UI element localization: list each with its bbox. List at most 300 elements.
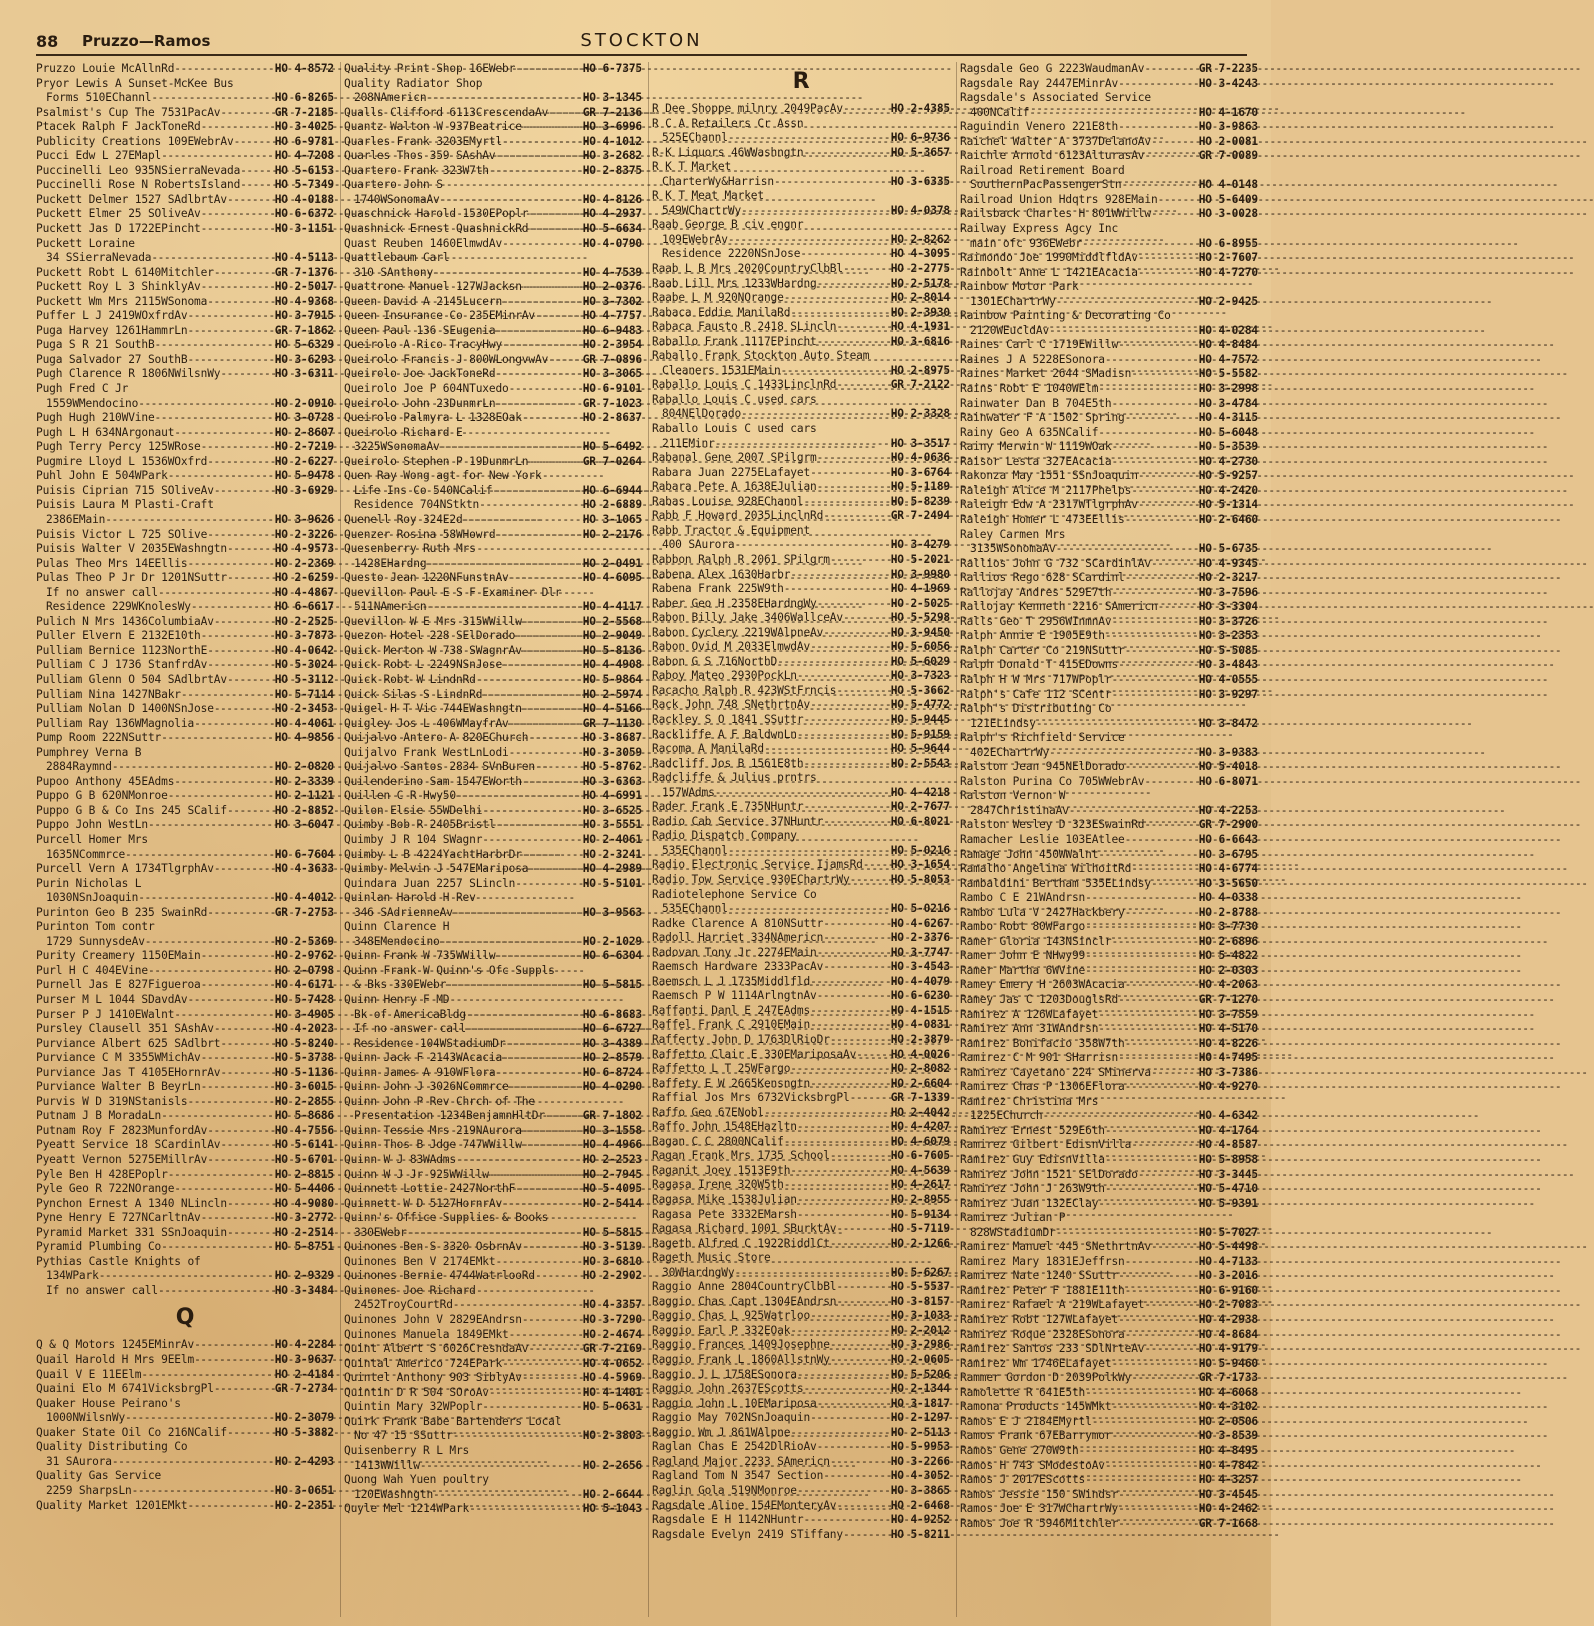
leader-dashes xyxy=(797,1368,890,1383)
listing-entry xyxy=(344,1313,642,1328)
leader-dashes xyxy=(823,931,889,946)
listing-name: Purity Creamery 1150EMain xyxy=(36,949,201,963)
listing-name: Puckett Robt L 6140Mitchler xyxy=(36,265,214,279)
listing-entry xyxy=(344,149,642,164)
leader-dashes xyxy=(1118,120,1198,135)
leader-dashes xyxy=(207,906,273,921)
listing-name: Puckett Wm Mrs 2115WSonoma xyxy=(36,294,208,308)
listing-name: Ramirez Mary 1831EJeffrsn xyxy=(960,1254,1125,1268)
listing-name: 2452TroyCourtRd xyxy=(354,1298,453,1312)
leader-dashes xyxy=(515,62,581,77)
listing-name: Quinones Ben V 2174EMkt xyxy=(344,1254,496,1268)
phone-number: HO 5-6329 xyxy=(274,338,334,352)
listing-entry xyxy=(960,1022,1258,1037)
listing-name: Queen David A 2145Lucern xyxy=(344,294,503,308)
leader-dashes xyxy=(148,964,274,979)
listing-name: Raisor Lesta 327EAcacia xyxy=(960,454,1112,468)
phone-number: HO 3-4279 xyxy=(890,538,950,552)
listing-name: 2120WEucldAv xyxy=(970,323,1050,337)
leader-dashes xyxy=(1111,1400,1197,1415)
listing-name: Pursley Clausell 351 SAshAv xyxy=(36,1022,214,1036)
listing-entry xyxy=(344,629,642,644)
leader-dashes xyxy=(790,1062,889,1077)
leader-dashes xyxy=(492,484,581,499)
leader-dashes xyxy=(850,873,890,888)
leader-dashes xyxy=(1138,266,1198,281)
phone-number: HO 2-4674 xyxy=(582,1327,642,1341)
listing-name: Raballo Louis C 1433LinclnRd xyxy=(652,378,837,392)
listing-name: Ramirez Ann 31WAndrsn xyxy=(960,1022,1099,1036)
leader-dashes xyxy=(482,833,581,848)
phone-number: HO 5-9391 xyxy=(1198,1196,1258,1210)
listing-entry xyxy=(344,1124,642,1139)
listing-entry xyxy=(344,280,642,295)
listing-name: Puller Elvern E 2132E10th xyxy=(36,629,201,643)
phone-number: HO 5-6029 xyxy=(890,654,950,668)
phone-number: HO 3-4543 xyxy=(890,960,950,974)
listing-heading: Railway Express Agcy Inc xyxy=(960,222,1119,236)
listing-name: Puckett Jas D 1722EPincht xyxy=(36,222,201,236)
phone-number: HO 4-5639 xyxy=(890,1163,950,1177)
leader-dashes xyxy=(810,1411,890,1426)
phone-number: HO 4-0555 xyxy=(1198,672,1258,686)
listing-heading: Quirk Frank Babe Bartenders Local xyxy=(344,1414,562,1428)
leader-dashes xyxy=(800,247,889,262)
listing-name: Quinones Ben S 3320 OsbrnAv xyxy=(344,1240,522,1254)
phone-number: HO 5-9953 xyxy=(890,1440,950,1454)
listing-entry xyxy=(652,1455,950,1470)
listing-entry xyxy=(344,877,642,892)
listing-name: Raffetto L T 25WFargo xyxy=(652,1062,791,1076)
listing-entry xyxy=(652,1164,950,1179)
phone-number: HO 5-0216 xyxy=(890,843,950,857)
phone-number: HO 3-8539 xyxy=(1198,1429,1258,1443)
listing-entry xyxy=(652,698,950,713)
phone-number: HO 5-5206 xyxy=(890,1367,950,1381)
listing-name: Radio Cab Service 37NHuntr xyxy=(652,814,824,828)
listing-entry xyxy=(36,964,334,979)
phone-number: HO 3-3484 xyxy=(274,1283,334,1297)
listing-name: Purviance Jas T 4105EHornrAv xyxy=(36,1065,221,1079)
listing-entry xyxy=(960,775,1258,790)
phone-number: HO 3-6816 xyxy=(890,334,950,348)
listing-columns xyxy=(36,62,1258,1617)
leader-dashes xyxy=(482,688,581,703)
listing-name: Ralston Jean 945NElDorado xyxy=(960,760,1125,774)
phone-number: HO 3-8687 xyxy=(582,731,642,745)
listing-entry xyxy=(652,1208,950,1223)
listing-entry xyxy=(652,233,950,248)
listing-entry xyxy=(36,367,334,382)
listing-name: Pulliam Glenn O 504 SAdlbrtAv xyxy=(36,672,227,686)
listing-entry xyxy=(344,237,642,252)
phone-number: HO 3-0028 xyxy=(1198,207,1258,221)
leader-dashes xyxy=(522,615,582,630)
listing-name: Puisis Ciprian 715 SOliveAv xyxy=(36,483,214,497)
leader-dashes xyxy=(426,557,581,572)
listing-heading: Quong Wah Yuen poultry xyxy=(344,1473,489,1487)
listing-name: Ragland Tom N 3547 Section xyxy=(652,1469,824,1483)
listing-entry xyxy=(652,204,950,219)
phone-number: HO 5-4498 xyxy=(1198,1240,1258,1254)
phone-number: HO 2-7083 xyxy=(1198,1298,1258,1312)
listing-entry xyxy=(344,1226,642,1241)
leader-dashes xyxy=(1111,615,1197,630)
leader-dashes xyxy=(522,1138,582,1153)
phone-number: HO 3-7747 xyxy=(890,945,950,959)
listing-name: Rader Frank E 735NHuntr xyxy=(652,800,804,814)
leader-dashes xyxy=(1125,1255,1198,1270)
phone-number: HO 5-8762 xyxy=(582,760,642,774)
listing-name: Quinones Bernie 4744WatrlooRd xyxy=(344,1269,535,1283)
listing-entry xyxy=(36,178,334,193)
phone-number: HO 5-6701 xyxy=(274,1153,334,1167)
leader-dashes xyxy=(810,698,890,713)
phone-number: HO 3-4905 xyxy=(274,1007,334,1021)
listing-name: 330EWebr xyxy=(354,1225,407,1239)
leader-dashes xyxy=(502,295,582,310)
leader-dashes xyxy=(823,917,889,932)
phone-number: HO 4-0148 xyxy=(1198,178,1258,192)
listing-name: & Bks 330EWebr xyxy=(354,978,447,992)
listing-name: Ralph's Cafe 112 SCentr xyxy=(960,687,1112,701)
listing-entry xyxy=(960,746,1258,761)
listing-name: Raffanti Danl E 247EAdms xyxy=(652,1003,811,1017)
listing-entry xyxy=(960,1037,1258,1052)
listing-name: 1301EChartrWy xyxy=(970,294,1056,308)
listing-name: Raglan Chas E 2542DlRioAv xyxy=(652,1440,817,1454)
listing-name: Purviance C M 3355WMichAv xyxy=(36,1051,201,1065)
listing-entry xyxy=(652,175,950,190)
listing-entry xyxy=(960,149,1258,164)
leader-dashes xyxy=(1082,237,1198,252)
phone-number: HO 4-8126 xyxy=(582,192,642,206)
leader-dashes xyxy=(856,1048,890,1063)
leader-dashes xyxy=(440,935,582,950)
listing-name: Pulich N Mrs 1436ColumbiaAv xyxy=(36,614,214,628)
listing-name: Ramos Jessie 150 SWindsr xyxy=(960,1487,1119,1501)
leader-dashes xyxy=(187,309,273,324)
leader-dashes xyxy=(830,1338,890,1353)
listing-entry xyxy=(36,1411,334,1426)
leader-dashes xyxy=(1151,877,1198,892)
phone-number: HO 4-1969 xyxy=(890,582,950,596)
phone-number: HO 3-0728 xyxy=(274,411,334,425)
listing-name: Ramirez Gilbert EdisnVilla xyxy=(960,1138,1132,1152)
phone-number: HO 4-7572 xyxy=(1198,352,1258,366)
listing-name: 1729 SunnysdeAv xyxy=(46,934,145,948)
phone-number: HO 3-7596 xyxy=(1198,585,1258,599)
leader-dashes xyxy=(495,397,581,412)
listing-entry xyxy=(344,498,642,513)
phone-number: GR 7-2185 xyxy=(274,105,334,119)
listing-heading: R K T Meat Market xyxy=(652,189,764,203)
leader-dashes xyxy=(810,466,890,481)
leader-dashes xyxy=(1111,935,1197,950)
phone-number: HO 6-8071 xyxy=(1198,774,1258,788)
listing-entry xyxy=(960,949,1258,964)
listing-entry xyxy=(344,658,642,673)
leader-dashes xyxy=(1121,178,1197,193)
listing-entry xyxy=(36,1368,334,1383)
listing-heading: Pythias Castle Knights of xyxy=(36,1254,201,1268)
listing-name: Raggio Wm J 861WAlpne xyxy=(652,1425,791,1439)
leader-dashes xyxy=(426,91,581,106)
leader-dashes xyxy=(453,906,582,921)
listing-entry xyxy=(36,397,334,412)
listing-entry xyxy=(344,120,642,135)
listing-name: Rabara Juan 2275ELafayet xyxy=(652,465,811,479)
listing-name: Ramirez Chas P 1306EFlora xyxy=(960,1080,1125,1094)
listing-entry xyxy=(960,615,1258,630)
phone-number: HO 2-3226 xyxy=(274,527,334,541)
listing-name: Pyramid Plumbing Co xyxy=(36,1240,162,1254)
leader-dashes xyxy=(1144,1342,1197,1357)
phone-number: HO 2-1344 xyxy=(890,1382,950,1396)
listing-entry xyxy=(344,207,642,222)
listing-entry xyxy=(344,411,642,426)
listing-entry xyxy=(36,1211,334,1226)
listing-name: Ramirez Manuel 445 SNethrtnAv xyxy=(960,1240,1151,1254)
listing-entry xyxy=(36,324,334,339)
listing-entry xyxy=(344,193,642,208)
listing-name: Quantz Walton W 937Beatrice xyxy=(344,120,522,134)
listing-name: Ralph Donald T 415EDowns xyxy=(960,658,1119,672)
phone-number: HO 4-0338 xyxy=(1198,891,1258,905)
leader-dashes xyxy=(1151,557,1198,572)
phone-number: HO 4-3357 xyxy=(582,1298,642,1312)
leader-dashes xyxy=(797,1120,890,1135)
phone-number: HO 4-7539 xyxy=(582,265,642,279)
listing-entry xyxy=(344,906,642,921)
phone-number: HO 2-9329 xyxy=(274,1269,334,1283)
listing-name: Quinnett Lottie 2427NorthF xyxy=(344,1182,516,1196)
listing-name: 804NElDorado xyxy=(662,407,742,421)
leader-dashes xyxy=(214,266,274,281)
listing-entry xyxy=(344,1051,642,1066)
phone-number: HO 2-6604 xyxy=(890,1076,950,1090)
phone-number: HO 6-8683 xyxy=(582,1007,642,1021)
leader-dashes xyxy=(227,571,274,586)
listing-name: Raggio May 702NSnJoaquin xyxy=(652,1411,811,1425)
listing-name: Quality Print Shop 16EWebr xyxy=(344,62,516,75)
phone-number: HO 5-3882 xyxy=(274,1425,334,1439)
listing-entry xyxy=(652,815,950,830)
listing-name: 1000NWilsnWy xyxy=(46,1411,126,1425)
phone-number: HO 5-3024 xyxy=(274,658,334,672)
listing-entry xyxy=(344,615,642,630)
listing-name: Quaini Elo M 6741VicksbrgPl xyxy=(36,1382,214,1396)
phone-number: HO 2-7607 xyxy=(1198,251,1258,265)
phone-number: HO 5-6634 xyxy=(582,222,642,236)
listing-entry xyxy=(960,1255,1258,1270)
phone-number: HO 3-5551 xyxy=(582,818,642,832)
listing-heading: Quinn's Office Supplies & Books xyxy=(344,1211,549,1225)
listing-name: 1740WSonomaAv xyxy=(354,192,440,206)
phone-number: HO 5-1043 xyxy=(582,1502,642,1516)
leader-dashes xyxy=(1111,586,1197,601)
leader-dashes xyxy=(495,818,581,833)
listing-name: Psalmist's Cup The 7531PacAv xyxy=(36,105,221,119)
phone-number: HO 2-8579 xyxy=(582,1051,642,1065)
listing-name: Raggio Chas Capt 1304EAndrsn xyxy=(652,1294,837,1308)
leader-dashes xyxy=(1085,964,1198,979)
leader-dashes xyxy=(548,353,582,368)
listing-name: Quail Harold H Mrs 9EElm xyxy=(36,1353,195,1367)
listing-entry xyxy=(652,1309,950,1324)
listing-entry xyxy=(344,135,642,150)
phone-number: HO 5-8751 xyxy=(274,1240,334,1254)
leader-dashes xyxy=(548,106,582,121)
leader-dashes xyxy=(522,775,582,790)
listing-entry xyxy=(36,1499,334,1514)
listing-entry xyxy=(344,397,642,412)
listing-entry xyxy=(344,848,642,863)
listing-entry xyxy=(960,1328,1258,1343)
listing-name: Quinn Frank W 735WWillw xyxy=(344,949,496,963)
listing-entry xyxy=(960,237,1258,252)
listing-name: Radke Clarence A 810NSuttr xyxy=(652,916,824,930)
leader-dashes xyxy=(528,207,581,222)
phone-number: HO 2-3328 xyxy=(890,407,950,421)
listing-name: 1559WMendocino xyxy=(46,396,139,410)
phone-number: HO 4-0026 xyxy=(890,1047,950,1061)
phone-number: HO 4-2420 xyxy=(1198,483,1258,497)
listing-heading: Quality Gas Service xyxy=(36,1469,162,1483)
listing-name: Quick Merton W 738 SWagnrAv xyxy=(344,643,522,657)
listing-name: Puckett Roy L 3 ShinklyAv xyxy=(36,280,201,294)
listing-name: Pulliam C J 1736 StanfrdAv xyxy=(36,658,208,672)
leader-dashes xyxy=(522,411,582,426)
listing-name: Puisis Victor L 725 SOlive xyxy=(36,527,208,541)
leader-dashes xyxy=(803,1382,889,1397)
leader-dashes xyxy=(817,480,890,495)
leader-dashes xyxy=(1158,193,1198,208)
listing-name: Quilenderino Sam 1547EWorth xyxy=(344,774,522,788)
listing-heading: Quattlebaum Carl xyxy=(344,251,450,265)
phone-number: HO 5-8686 xyxy=(274,1109,334,1123)
listing-name: Radoll Harriet 334NAmericn xyxy=(652,931,824,945)
listing-name: Rakonza May 1551 SSnJoaquin xyxy=(960,469,1138,483)
listing-heading: Ramirez Christina Mrs xyxy=(960,1094,1099,1108)
listing-name: Publicity Creations 109EWebrAv xyxy=(36,134,234,148)
listing-entry xyxy=(960,382,1258,397)
listing-name: Purinton Geo B 235 SwainRd xyxy=(36,905,208,919)
leader-dashes xyxy=(836,378,889,393)
listing-name: Pyle Geo R 722NOrange xyxy=(36,1182,175,1196)
phone-number: HO 2-8815 xyxy=(274,1167,334,1181)
listing-entry xyxy=(652,509,950,524)
phone-number: HO 6-6727 xyxy=(582,1022,642,1036)
listing-name: 121ELindsy xyxy=(970,716,1036,730)
phone-number: HO 5-9864 xyxy=(582,672,642,686)
leader-dashes xyxy=(817,277,890,292)
phone-number: HO 5-4710 xyxy=(1198,1182,1258,1196)
listing-entry xyxy=(652,1440,950,1455)
listing-entry xyxy=(652,1033,950,1048)
leader-dashes xyxy=(502,1357,582,1372)
listing-name: 402EChartrWy xyxy=(970,745,1050,759)
listing-entry xyxy=(960,498,1258,513)
listing-name: 310 SAnthony xyxy=(354,265,434,279)
listing-entry xyxy=(960,600,1258,615)
phone-number: HO 5-8211 xyxy=(890,1527,950,1541)
phone-number: HO 4-2730 xyxy=(1198,454,1258,468)
leader-dashes xyxy=(214,702,274,717)
listing-name: Raggio Frances 1409Josephne xyxy=(652,1338,830,1352)
leader-dashes xyxy=(187,324,273,339)
leader-dashes xyxy=(187,1499,273,1514)
leader-dashes xyxy=(469,1502,582,1517)
listing-name: Quick Robt L 2249NSnJose xyxy=(344,658,503,672)
listing-entry xyxy=(344,1168,642,1183)
listing-name: Rainy Merwin W 1119WOak xyxy=(960,440,1112,454)
phone-number: HO 2-2902 xyxy=(582,1269,642,1283)
listing-entry xyxy=(652,713,950,728)
leader-dashes xyxy=(1105,1459,1198,1474)
phone-number: HO 4-6068 xyxy=(1198,1385,1258,1399)
leader-dashes xyxy=(194,1338,274,1353)
leader-dashes xyxy=(1144,818,1197,833)
phone-number: HO 3-4843 xyxy=(1198,658,1258,672)
listing-entry xyxy=(960,367,1258,382)
listing-entry xyxy=(960,1517,1258,1532)
listing-name: Raichle Arnold 6123AlturasAv xyxy=(960,149,1145,163)
phone-number: HO 2-8955 xyxy=(890,1193,950,1207)
listing-name: Purl H C 404EVine xyxy=(36,963,148,977)
listing-entry xyxy=(36,1051,334,1066)
listing-entry xyxy=(960,426,1258,441)
leader-dashes xyxy=(528,862,581,877)
listing-name: Rabon Cyclery 2219WAlpneAv xyxy=(652,625,824,639)
listing-entry xyxy=(960,1502,1258,1517)
leader-dashes xyxy=(141,1368,273,1383)
phone-number: HO 2-3803 xyxy=(582,1429,642,1443)
leader-dashes xyxy=(1151,207,1198,222)
listing-name: Rabena Alex 1630Harbr xyxy=(652,567,791,581)
listing-entry xyxy=(652,146,950,161)
leader-dashes xyxy=(1118,1502,1198,1517)
leader-dashes xyxy=(515,1182,581,1197)
listing-entry xyxy=(344,1357,642,1372)
listing-name: Putnam Roy F 2823MunfordAv xyxy=(36,1123,208,1137)
listing-name: Residence 104WStadiumDr xyxy=(354,1036,506,1050)
phone-number: HO 5-4406 xyxy=(274,1182,334,1196)
listing-entry xyxy=(344,1197,642,1212)
listing-name: Raines J A 5228ESonora xyxy=(960,352,1105,366)
leader-dashes xyxy=(138,397,274,412)
phone-number: HO 5-3539 xyxy=(1198,440,1258,454)
leader-dashes xyxy=(207,1124,273,1139)
leader-dashes xyxy=(830,553,890,568)
leader-dashes xyxy=(1105,629,1198,644)
phone-number: GR 7-2734 xyxy=(274,1382,334,1396)
listing-name: Ragasa Irene 320W5th xyxy=(652,1178,784,1192)
phone-number: HO 3-1033 xyxy=(890,1309,950,1323)
listing-name: Ramirez Nate 1240 SSuttr xyxy=(960,1269,1119,1283)
phone-number: HO 5-5085 xyxy=(1198,643,1258,657)
listing-name: Ralph H W Mrs 717WPoplr xyxy=(960,672,1112,686)
listing-name: Ptacek Ralph F JackToneRd xyxy=(36,120,201,134)
leader-dashes xyxy=(1131,367,1197,382)
phone-number: HO 5-8239 xyxy=(890,494,950,508)
listing-entry xyxy=(652,786,950,801)
listing-entry xyxy=(960,629,1258,644)
listing-entry xyxy=(960,77,1258,92)
listing-name: 2847ChristinaAv xyxy=(970,803,1069,817)
leader-dashes xyxy=(810,975,890,990)
listing-heading: Quinn Clarence H xyxy=(344,920,450,934)
